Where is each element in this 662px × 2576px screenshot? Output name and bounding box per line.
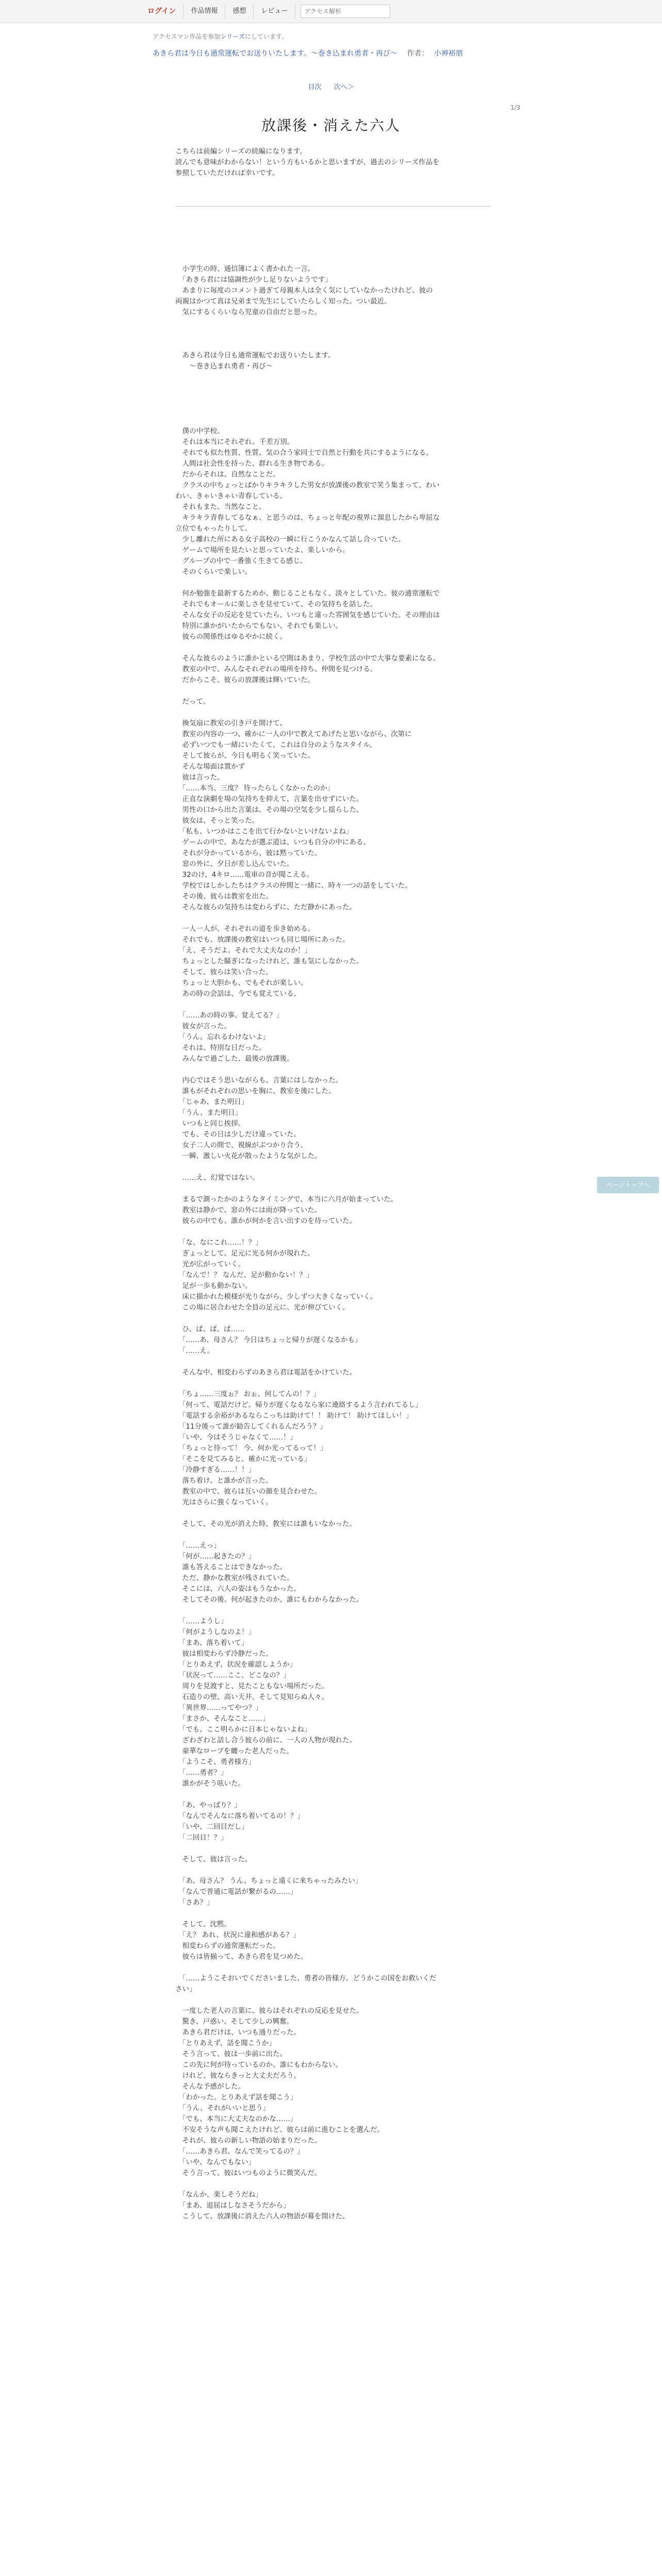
body-paragraph: 「え？ あれ、状況に違和感がある？」 <box>175 1931 300 1939</box>
body-paragraph <box>175 1530 491 1540</box>
body-paragraph <box>175 1313 491 1324</box>
body-paragraph: 「でも、本当に大丈夫なのかな……」 <box>175 2115 297 2123</box>
body-paragraph: ちょっと大胆かも、でもそれが楽しい。 <box>175 979 308 987</box>
body-paragraph <box>175 578 491 588</box>
body-paragraph <box>175 1789 491 1800</box>
body-paragraph: 「いや、今はそうじゃなくて……！」 <box>175 1433 297 1442</box>
preface-divider <box>175 206 491 207</box>
body-paragraph: クラスの中ちょっとばかりキラキラした男女が放課後の教室で笑う集まって、わい <box>175 481 440 489</box>
body-paragraph: あきら君は今日も通常運転でお送りいたします。 <box>175 351 335 360</box>
body-paragraph: 「二回目！？」 <box>175 1834 228 1842</box>
body-paragraph: そして彼らが、今日も明るく笑っていた。 <box>175 752 315 760</box>
novel-title-link[interactable]: あきら君は今日も通常運転でお送りいたします。～巻き込まれ勇者・再び～ <box>153 49 398 58</box>
body-paragraph: 相変わらずの通常運転だった。 <box>175 1942 280 1950</box>
body-paragraph: だって。 <box>175 698 210 706</box>
body-paragraph: 両親はかつて真は兄弟まで先生にしていたらしく知った。つい最近。 <box>175 297 391 306</box>
body-paragraph: 「なんで！？ なんだ、足が動かない！？」 <box>175 1271 313 1279</box>
body-paragraph: 一瞬、激しい火花が散ったような気がした。 <box>175 1152 322 1160</box>
body-paragraph: そんな彼らのように誰かといる空間はあまり、学校生活の中で大事な要素になる。 <box>175 654 440 663</box>
body-paragraph: 「あきら君には協調性が少し足りないようです」 <box>175 276 332 284</box>
body-paragraph: 小学生の時、通信簿によく書かれた一言。 <box>175 265 315 273</box>
body-paragraph: 驚き、戸惑い、そして少しの興奮。 <box>175 2018 293 2026</box>
chapter-navigation <box>0 81 662 91</box>
body-paragraph: 「ようこそ、勇者様方」 <box>175 1758 255 1766</box>
body-paragraph: それでもオールに楽しさを見せていて、その気持ちを話した。 <box>175 600 377 608</box>
body-paragraph: あの時の会話は、今でも覚えている。 <box>175 990 301 998</box>
body-paragraph: 「まあ、落ち着いて」 <box>175 1639 249 1647</box>
body-paragraph: さい」 <box>175 1985 196 1993</box>
nav-item-info[interactable]: 作品情報 <box>184 4 225 19</box>
preface-line: 参照していただければ幸いです。 <box>175 169 279 177</box>
body-paragraph: 窓の外に、夕日が差し込んでいた。 <box>175 860 294 868</box>
body-paragraph: ゲームの中で、あなたが選ぶ道は、いつも自分の中にある。 <box>175 838 370 846</box>
body-paragraph: ただ、静かな教室が残されていた。 <box>175 1574 294 1582</box>
body-paragraph: 足が一歩も動かない。 <box>175 1282 252 1290</box>
body-paragraph: 正直な演劇を場の気持ちを抑えて、言葉を出せずにいた。 <box>175 795 363 803</box>
novel-body <box>175 242 491 2222</box>
body-paragraph <box>175 1962 491 1973</box>
body-paragraph: 「ちょっと待って！ 今、何か光ってるって！」 <box>175 1444 327 1452</box>
body-paragraph: ぎょっとして、足元に光る何かが現れた。 <box>175 1249 315 1258</box>
body-paragraph: 光が広がっていく。 <box>175 1260 245 1268</box>
body-paragraph: 誰も答えることはできなかった。 <box>175 1563 287 1571</box>
body-paragraph: 「……え。 <box>175 1347 214 1355</box>
body-paragraph <box>175 999 491 1010</box>
novel-header <box>153 32 514 58</box>
search-input[interactable] <box>301 5 390 18</box>
body-paragraph: 「でも、ここ明らかに日本じゃないよね」 <box>175 1725 311 1734</box>
body-paragraph: 誰かがそう呟いた。 <box>175 1780 245 1788</box>
body-paragraph: けれど、彼ならきっと大丈夫だろう。 <box>175 2072 301 2080</box>
body-paragraph: 不安そうな声も聞こえたけれど、彼らは前に進むことを選んだ。 <box>175 2126 384 2134</box>
body-paragraph <box>175 372 491 383</box>
body-paragraph: 気にするくらいなら児童の自由だと思った。 <box>175 308 322 316</box>
body-paragraph: 彼は相変わらず冷静だった。 <box>175 1650 273 1658</box>
body-paragraph: そこには、六人の姿はもうなかった。 <box>175 1585 301 1593</box>
body-paragraph: 32のけ、4キロ……電車の音が聞こえる。 <box>175 871 314 879</box>
body-paragraph <box>175 1227 491 1238</box>
body-paragraph <box>175 253 491 264</box>
body-paragraph: 教室の内容の一つ、確かに一人の中で教えてあげたと思いながら、次第に <box>175 730 412 738</box>
body-paragraph <box>175 242 491 253</box>
body-paragraph: 一人一人が、それぞれの道を歩き始める。 <box>175 925 315 933</box>
body-paragraph: そしてその後、何が起きたのか、誰にもわからなかった。 <box>175 1596 363 1604</box>
body-paragraph: 「何が……起きたの？」 <box>175 1552 256 1561</box>
body-paragraph: 教室は静かで、窓の外には雨が降っていた。 <box>175 1206 322 1214</box>
author-label: 作者： <box>407 49 429 58</box>
body-paragraph: でも、その日は少しだけ違っていた。 <box>175 1130 301 1139</box>
body-paragraph: まるで測ったかのようなタイミングで、本当に六月が始まっていた。 <box>175 1195 398 1204</box>
body-paragraph <box>175 340 491 350</box>
body-paragraph: 石造りの壁、高い天井、そして見知らぬ人々。 <box>175 1693 328 1701</box>
body-paragraph <box>175 404 491 415</box>
body-paragraph: そんな予感がした。 <box>175 2082 245 2091</box>
body-paragraph: そして、その光が消えた時、教室には誰もいなかった。 <box>175 1520 356 1528</box>
body-paragraph: 「ちょ……三度ぉ？ おぉ、何してんの！？」 <box>175 1390 321 1398</box>
body-paragraph: 彼女が言った。 <box>175 1022 231 1030</box>
body-paragraph <box>175 1508 491 1519</box>
body-paragraph: 「なんか、楽しそうだね」 <box>175 2191 262 2199</box>
body-paragraph: 彼女は、そっと笑った。 <box>175 817 259 825</box>
body-paragraph: 「え、そうだよ。それで大丈夫なのか！」 <box>175 946 312 955</box>
body-paragraph: ひ、ぱ、ぱ、ぱ…… <box>175 1325 245 1333</box>
body-paragraph: 「……あきら君、なんで笑ってるの？」 <box>175 2147 304 2156</box>
body-paragraph: 教室の中で、みんなそれぞれの場所を持ち、仲間を見つける。 <box>175 665 377 673</box>
body-paragraph: 教室の中で、彼らは互いの顔を見合わせた。 <box>175 1487 322 1496</box>
nav-login[interactable]: ログイン <box>140 4 184 19</box>
body-paragraph: 落ち着け、と誰かが言った。 <box>175 1477 273 1485</box>
body-paragraph: 男性の口から出た言葉は、その場の空気を少し揺らした。 <box>175 806 363 814</box>
body-paragraph <box>175 1357 491 1367</box>
body-paragraph: あきら君だけは、いつも通りだった。 <box>175 2028 301 2037</box>
nav-item-impressions[interactable]: 感想 <box>225 4 254 19</box>
body-paragraph: わい、きゃいきゃい青春している。 <box>175 492 287 500</box>
body-paragraph: いつもと同じ挨拶。 <box>175 1120 245 1128</box>
body-paragraph: ざわざわと話し合う彼らの前に、一人の人物が現れた。 <box>175 1736 356 1744</box>
body-paragraph: 立位でもゃったりして。 <box>175 524 252 533</box>
body-paragraph <box>175 1183 491 1194</box>
body-paragraph: だからそれは、自然なことだ。 <box>175 470 280 479</box>
body-paragraph: 「とりあえず、状況を確認しようか」 <box>175 1660 297 1669</box>
body-paragraph: 「何って、電話だけど。帰りが遅くなるなら家に連絡するよう言われてるし」 <box>175 1401 422 1409</box>
body-paragraph <box>175 707 491 718</box>
body-paragraph: 「さあ？」 <box>175 1899 214 1907</box>
body-paragraph: 「うん。忘れるわけないよ」 <box>175 1033 270 1041</box>
body-paragraph <box>175 2179 491 2190</box>
preface-line: こちらは前編シリーズの続編になります。 <box>175 147 307 156</box>
body-paragraph: 「……ようこそおいでくださいました、勇者の皆様方。どうかこの国をお救いくだ <box>175 1974 437 1982</box>
body-paragraph: 何か勉強を最新するためか、動じることもなく、淡々としていた。彼の通常運転で <box>175 589 440 598</box>
body-paragraph: 一度した老人の言葉に、彼らはそれぞれの反応を見せた。 <box>175 2007 363 2015</box>
body-paragraph: 「じゃあ、また明日」 <box>175 1098 249 1106</box>
body-paragraph: それでも、放課後の教室はいつも同じ場所にあった。 <box>175 936 350 944</box>
body-paragraph: 換気扇に教室の引き戸を開けて、 <box>175 719 287 727</box>
body-paragraph: 「な、なにこれ……！？」 <box>175 1239 262 1247</box>
body-paragraph: 「何がようしなのよ！」 <box>175 1628 256 1636</box>
body-paragraph: 学校ではしかしたちはクラスの仲間と一緒に、時々一つの話をしていた。 <box>175 882 412 890</box>
body-paragraph: 「……えっ」 <box>175 1541 221 1550</box>
body-paragraph <box>175 1605 491 1616</box>
body-paragraph: それでも似た性質、性質、気の合う家同士で自然と行動を共にするようになる。 <box>175 449 433 457</box>
top-navigation-bar <box>0 0 662 23</box>
body-paragraph: そう言って、彼は一歩前に出た。 <box>175 2050 287 2058</box>
body-paragraph: それが分かっているから、彼は黙っていた。 <box>175 849 322 857</box>
body-paragraph: ……え、幻覚ではない。 <box>175 1174 259 1182</box>
body-paragraph: 「あ、母さん？ うん、ちょっと遠くに来ちゃったみたい」 <box>175 1877 362 1885</box>
body-paragraph: 「なんでそんなに落ち着いてるの！？」 <box>175 1812 304 1820</box>
body-paragraph <box>175 686 491 697</box>
body-paragraph: 「状況って……ここ、どこなの？」 <box>175 1671 290 1680</box>
body-paragraph <box>175 1843 491 1854</box>
preface <box>175 146 491 179</box>
body-paragraph: 「いや、二回目だし」 <box>175 1823 249 1831</box>
body-paragraph <box>175 1865 491 1876</box>
body-paragraph: 少し離れた所にある女子高校の一瞬に行こうかなんて話し合っていた。 <box>175 535 405 544</box>
body-paragraph <box>175 1064 491 1075</box>
author-link[interactable]: 小神裕朋 <box>434 49 463 58</box>
page-top-button[interactable]: ページトップへ <box>597 1177 659 1193</box>
body-paragraph: 「わかった。とりあえず話を聞こう」 <box>175 2093 297 2102</box>
body-paragraph <box>175 394 491 404</box>
body-paragraph: 必ずいつでも一緒にいたくて、これは自分のようなスタイル、 <box>175 741 376 749</box>
body-paragraph <box>175 913 491 924</box>
body-paragraph <box>175 329 491 340</box>
body-paragraph: ～巻き込まれ勇者・再び～ <box>175 362 273 370</box>
body-paragraph: 周りを見渡すと、見たこともない場所だった。 <box>175 1682 328 1690</box>
body-paragraph: ちょっとした騒ぎになったけれど、誰も気にしなかった。 <box>175 957 363 965</box>
body-paragraph: それもまた、当然なこと。 <box>175 503 266 511</box>
body-paragraph: あまりに毎度のコメント過ぎて母親本人は全く気にしていなかったけれど、彼の <box>175 286 433 295</box>
series-note-prefix: アクセスマン作品を参加 <box>153 33 221 40</box>
body-paragraph <box>175 415 491 426</box>
series-note <box>153 32 514 41</box>
body-paragraph: グループの中で一番強く生きてる感じ。 <box>175 557 307 565</box>
table-of-contents-link[interactable]: 目次 <box>308 83 322 91</box>
body-paragraph <box>175 1378 491 1389</box>
body-paragraph <box>175 318 491 329</box>
body-paragraph <box>175 642 491 653</box>
body-paragraph: そして、彼は言った。 <box>175 1855 252 1863</box>
page-number: 1/3 <box>510 104 521 111</box>
body-paragraph: 「なんで普通に電話が繋がるの……」 <box>175 1888 297 1896</box>
body-paragraph: そして、沈黙。 <box>175 1920 231 1928</box>
body-paragraph <box>175 1162 491 1173</box>
body-paragraph <box>175 383 491 394</box>
body-paragraph: そして、彼らは笑い合った。 <box>175 968 273 976</box>
body-paragraph: 光はさらに強くなっていく。 <box>175 1498 273 1506</box>
body-paragraph: 「電話する余裕があるならこっちは助けて！！ 助けて！ 助けてほしい！」 <box>175 1412 413 1420</box>
body-paragraph: 「冷静すぎる……！！」 <box>175 1466 256 1474</box>
body-paragraph <box>175 1908 491 1919</box>
body-paragraph: 「うん、それがいいと思う」 <box>175 2104 270 2112</box>
body-paragraph: みんなで過ごした、最後の放課後。 <box>175 1055 294 1063</box>
body-paragraph: 彼らの中でも、誰かが何かを言い出すのを待っていた。 <box>175 1217 356 1225</box>
body-paragraph: 「まさか、そんなこと……」 <box>175 1715 270 1723</box>
body-paragraph: だからこそ、彼らの放課後は輝いていた。 <box>175 676 315 684</box>
preface-line: 読んでも意味がわからない！という方もいるかと思いますが、過去のシリーズ作品を <box>175 158 440 166</box>
body-paragraph: 床に描かれた模様が光りながら、少しずつ大きくなっていく。 <box>175 1293 377 1301</box>
body-paragraph: ゲームで場所を見たいと思っていたよ、楽しいから。 <box>175 546 350 554</box>
nav-menu <box>140 4 390 19</box>
body-paragraph: こうして、放課後に消えた六人の物語が幕を開けた。 <box>175 2212 350 2221</box>
body-paragraph: 「そこを見てみると、確かに光っている」 <box>175 1455 311 1463</box>
body-paragraph: 豪華なローブを纏った老人だった。 <box>175 1747 293 1755</box>
body-paragraph: 誰もがそれぞれの思いを胸に、教室を後にした。 <box>175 1087 336 1095</box>
body-paragraph: その後、彼らは教室を出た。 <box>175 892 273 901</box>
body-paragraph: 「……勇者？」 <box>175 1769 228 1777</box>
body-paragraph: それが、彼らの新しい物語の始まりだった。 <box>175 2137 322 2145</box>
novel-title-line <box>153 48 514 58</box>
body-paragraph: この先に何が待っているのか、誰にもわからない。 <box>175 2061 342 2069</box>
series-note-suffix: にしています。 <box>244 33 288 40</box>
body-paragraph: 「とりあえず、話を聞こうか」 <box>175 2039 276 2047</box>
body-paragraph: そんな彼らの気持ちは変わらずに、ただ静かにあった。 <box>175 903 356 911</box>
body-paragraph: そんな場面は置かず <box>175 762 245 771</box>
body-paragraph: そんな女子の反応を見ていたら、いつもと違った雰囲気を感じていた。その理由は <box>175 611 440 619</box>
series-link[interactable]: シリーズ <box>220 33 245 40</box>
body-paragraph: 彼らは皆揃って、あきら君を見つめた。 <box>175 1953 308 1961</box>
body-paragraph: 内心ではそう思いながらも、言葉にはしなかった。 <box>175 1076 342 1084</box>
body-paragraph: それは、特別な日だった。 <box>175 1044 266 1052</box>
body-paragraph: 「うん、また明日」 <box>175 1109 242 1117</box>
body-paragraph: 「異世界……ってやつ？」 <box>175 1704 262 1712</box>
body-paragraph: 「……本当、三度？ 待ったらしくなかったのか」 <box>175 784 335 792</box>
body-paragraph: そのくらいで楽しい。 <box>175 568 252 576</box>
body-paragraph: この場に居合わせた全員の足元に、光が伸びていく。 <box>175 1303 350 1312</box>
body-paragraph: 彼らの関係性はゆるやかに続く。 <box>175 633 287 641</box>
body-paragraph: 僕の中学校。 <box>175 427 224 435</box>
body-paragraph: 「いや、なんでもない」 <box>175 2158 255 2166</box>
body-paragraph: 「私も、いつかはここを出て行かないといけないよね」 <box>175 827 353 836</box>
body-paragraph: 「11分後って誰が勧告してくれるんだろう？」 <box>175 1422 327 1431</box>
body-paragraph: 「……ようし」 <box>175 1617 228 1625</box>
body-paragraph: 「……あの時の事、覚えてる？」 <box>175 1011 284 1020</box>
nav-item-review[interactable]: レビュー <box>254 4 295 19</box>
body-paragraph: そんな中、相変わらずのあきら君は電話をかけていた。 <box>175 1368 356 1377</box>
body-paragraph: 女子二人の間で、視線がぶつかり合う。 <box>175 1141 308 1149</box>
body-paragraph: それは本当にそれぞれ。千差万別。 <box>175 438 294 446</box>
body-paragraph: そう言って、彼はいつものように微笑んだ。 <box>175 2169 322 2177</box>
chapter-title: 放課後・消えた六人 <box>261 117 401 134</box>
body-paragraph: 「まあ、退屈はしなさそうだから」 <box>175 2201 290 2210</box>
next-chapter-link[interactable]: 次へ＞ <box>334 83 354 91</box>
body-paragraph: 「あ、やっぱり？」 <box>175 1801 241 1809</box>
body-paragraph: 彼は言った。 <box>175 773 224 782</box>
body-paragraph: 特別に誰かがいたからでもない、それでも楽しい。 <box>175 622 342 630</box>
body-paragraph: キラキラ青春してるなぁ、と思うのは、ちょっと年配の視界に溜息したから卑屈な <box>175 514 440 522</box>
body-paragraph: 「……あ、母さん？ 今日はちょっと帰りが遅くなるかも」 <box>175 1336 362 1344</box>
body-paragraph: 人間は社会性を持った、群れる生き物である。 <box>175 460 328 468</box>
body-paragraph <box>175 1995 491 2006</box>
